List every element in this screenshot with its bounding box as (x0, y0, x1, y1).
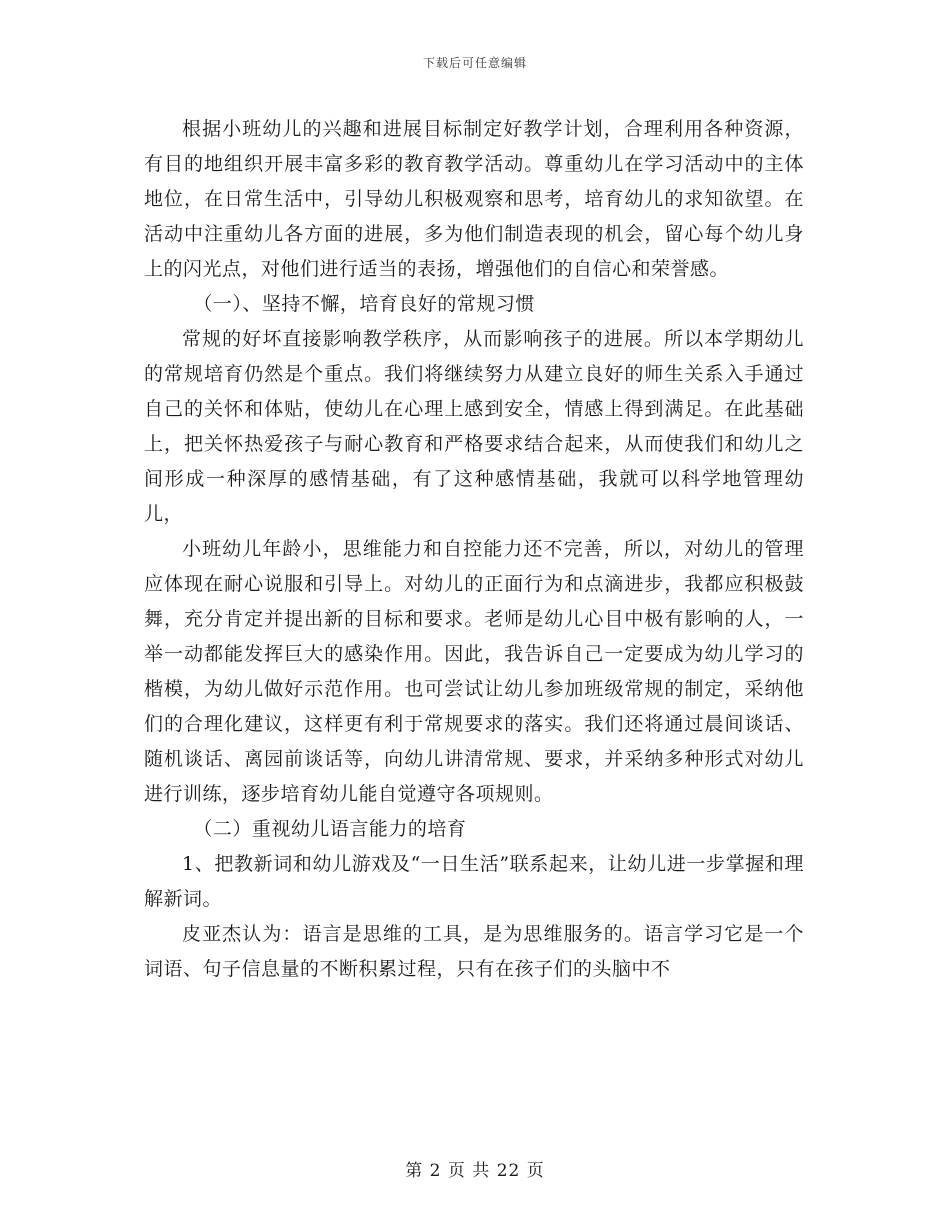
paragraph-piaget: 皮亚杰认为：语言是思维的工具，是为思维服务的。语言学习它是一个词语、句子信息量的不断积累过程，只有在孩子们的头脑中不 (144, 923, 804, 980)
section-heading-language-ability: （二）重视幼儿语言能力的培育 (193, 818, 467, 840)
paragraph-routine-importance: 常规的好坏直接影响教学秩序，从而影响孩子的进展。所以本学期幼儿的常规培育仍然是个重点。我们将继续努力从建立良好的师生关系入手通过自己的关怀和体贴，使幼儿在心理上感到安全，情感上得到满足。在此基础上，把关怀热爱孩子与耐心教育和严格要求结合起来，从而使我们和幼儿之间形成一种深厚的感情基础，有了这种感情基础，我就可以科学地管理幼儿， (144, 328, 804, 525)
page-footer: 第 2 页 共 22 页 (405, 1161, 545, 1181)
paragraph-patient-guidance: 小班幼儿年龄小，思维能力和自控能力还不完善，所以，对幼儿的管理应体现在耐心说服和引导上。对幼儿的正面行为和点滴进步，我都应积极鼓舞，充分肯定并提出新的目标和要求。老师是幼儿心目中极有影响的人，一举一动都能发挥巨大的感染作用。因此，我告诉自己一定要成为幼儿学习的楷模，为幼儿做好示范作用。也可尝试让幼儿参加班级常规的制定，采纳他们的合理化建议，这样更有利于常规要求的落实。我们还将通过晨间谈话、随机谈话、离园前谈话等，向幼儿讲清常规、要求，并采纳多种形式对幼儿进行训练，逐步培育幼儿能自觉遵守各项规则。 (144, 538, 804, 805)
paragraph-new-words: 1、把教新词和幼儿游戏及“一日生活”联系起来，让幼儿进一步掌握和理解新词。 (144, 853, 804, 910)
paragraph-teaching-plan: 根据小班幼儿的兴趣和进展目标制定好教学计划，合理利用各种资源，有目的地组织开展丰富多彩的教育教学活动。尊重幼儿在学习活动中的主体地位，在日常生活中，引导幼儿积极观察和思考，培育幼儿的求知欲望。在活动中注重幼儿各方面的进展，多为他们制造表现的机会，留心每个幼儿身上的闪光点，对他们进行适当的表扬，增强他们的自信心和荣誉感。 (144, 118, 804, 280)
page-header: 下载后可任意编辑 (422, 56, 527, 70)
document-body (144, 112, 804, 987)
section-heading-routine-habits: （一）、坚持不懈，培育良好的常规习惯 (193, 293, 535, 315)
